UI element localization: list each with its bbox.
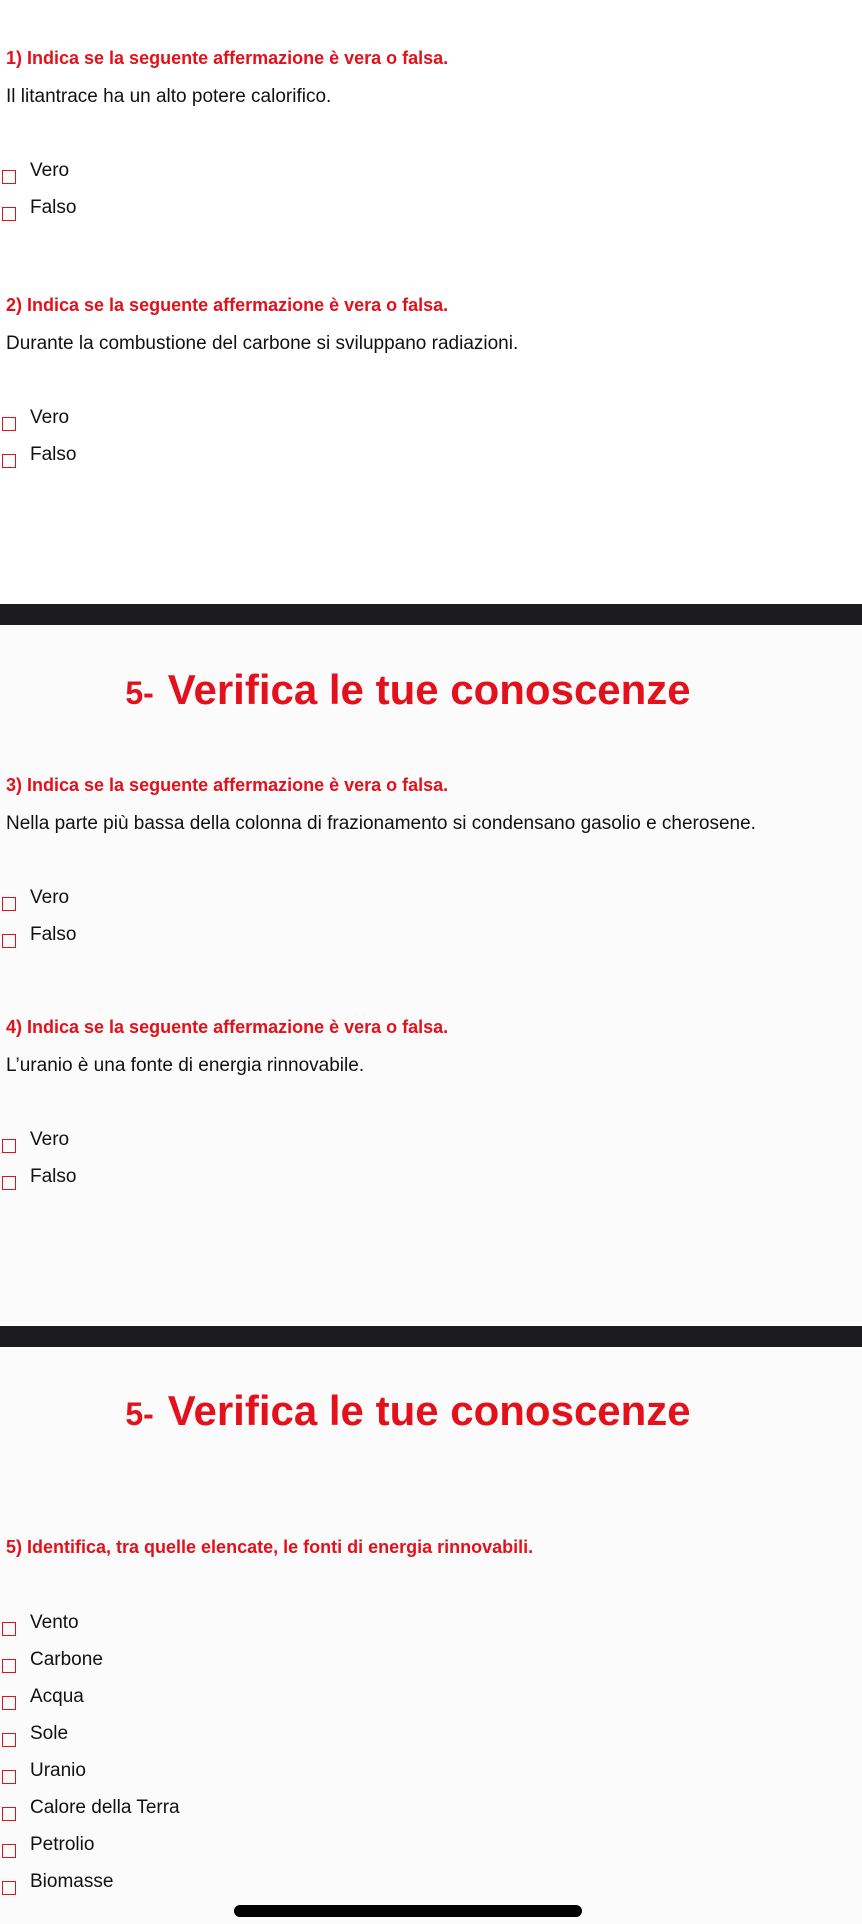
checkbox[interactable]	[2, 1622, 16, 1636]
option-label: Falso	[30, 1166, 77, 1187]
checkbox[interactable]	[2, 1139, 16, 1153]
question-2-statement: Durante la combustione del carbone si sviluppano radiazioni.	[6, 333, 519, 354]
option-label: Biomasse	[30, 1871, 114, 1892]
question-3-statement: Nella parte più bassa della colonna di frazionamento si condensano gasolio e cherosene.	[6, 813, 756, 834]
section-title: Verifica le tue conoscenze	[167, 1387, 691, 1434]
checkbox[interactable]	[2, 1881, 16, 1895]
checkbox[interactable]	[2, 897, 16, 911]
option-label: Vero	[30, 160, 70, 181]
option-label: Falso	[30, 444, 77, 465]
option-label: Uranio	[30, 1760, 86, 1781]
option-label: Vero	[30, 1129, 70, 1150]
slide-divider	[0, 1326, 862, 1347]
option-label: Vero	[30, 887, 70, 908]
checkbox[interactable]	[2, 417, 16, 431]
section-number: 5-	[125, 1396, 154, 1432]
question-4-title: 4) Indica se la seguente affermazione è vera o falsa.	[6, 1017, 449, 1037]
checkbox[interactable]	[2, 1770, 16, 1784]
option-label: Calore della Terra	[30, 1797, 180, 1818]
question-1-title: 1) Indica se la seguente affermazione è vera o falsa.	[6, 48, 449, 68]
question-1-statement: Il litantrace ha un alto potere calorifico.	[6, 86, 332, 107]
option-label: Vero	[30, 407, 70, 428]
option-label: Vento	[30, 1612, 79, 1633]
option-label: Acqua	[30, 1686, 84, 1707]
checkbox[interactable]	[2, 934, 16, 948]
question-2-title: 2) Indica se la seguente affermazione è vera o falsa.	[6, 295, 449, 315]
checkbox[interactable]	[2, 170, 16, 184]
slide-divider	[0, 604, 862, 625]
checkbox[interactable]	[2, 1176, 16, 1190]
checkbox[interactable]	[2, 454, 16, 468]
option-label: Falso	[30, 197, 77, 218]
section-heading	[0, 666, 816, 714]
checkbox[interactable]	[2, 1696, 16, 1710]
section-number: 5-	[125, 675, 154, 711]
slide-background	[0, 625, 862, 1325]
section-title: Verifica le tue conoscenze	[167, 666, 691, 713]
checkbox[interactable]	[2, 1844, 16, 1858]
checkbox[interactable]	[2, 207, 16, 221]
checkbox[interactable]	[2, 1807, 16, 1821]
question-5-title: 5) Identifica, tra quelle elencate, le fonti di energia rinnovabili.	[6, 1537, 534, 1557]
section-heading	[0, 1387, 816, 1435]
option-label: Sole	[30, 1723, 69, 1744]
checkbox[interactable]	[2, 1733, 16, 1747]
checkbox[interactable]	[2, 1659, 16, 1673]
option-label: Falso	[30, 924, 77, 945]
home-indicator[interactable]	[234, 1905, 582, 1917]
option-label: Petrolio	[30, 1834, 95, 1855]
question-4-statement: L’uranio è una fonte di energia rinnovabile.	[6, 1055, 365, 1076]
option-label: Carbone	[30, 1649, 103, 1670]
question-3-title: 3) Indica se la seguente affermazione è vera o falsa.	[6, 775, 449, 795]
